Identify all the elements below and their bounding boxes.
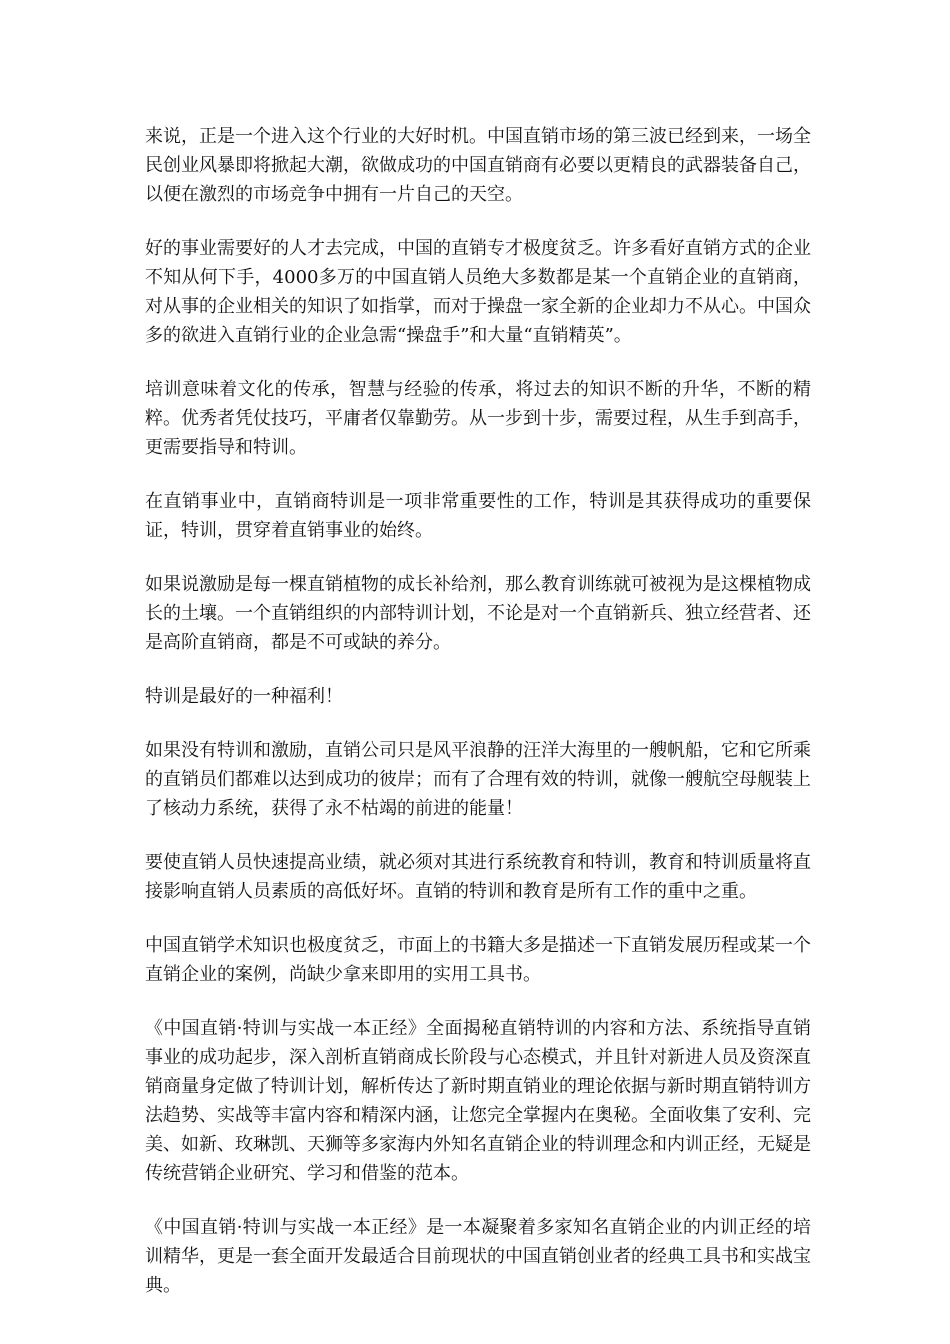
paragraph-7: 如果没有特训和激励，直销公司只是风平浪静的汪洋大海里的一艘帆船，它和它所乘的直销员们都难以达到成功的彼岸；而有了合理有效的特训，就像一艘航空母舰装上了核动力系统，获得了永不枯竭的前进的能量！ bbox=[145, 740, 811, 819]
paragraph-4: 在直销事业中，直销商特训是一项非常重要性的工作，特训是其获得成功的重要保证，特训，贯穿着直销事业的始终。 bbox=[145, 491, 811, 541]
paragraph-6: 特训是最好的一种福利！ bbox=[145, 686, 343, 707]
paragraph-5: 如果说激励是每一棵直销植物的成长补给剂，那么教育训练就可被视为是这棵植物成长的土壤。一个直销组织的内部特训计划，不论是对一个直销新兵、独立经营者、还是高阶直销商，都是不可或缺的养分。 bbox=[145, 574, 811, 653]
paragraph-1: 来说，正是一个进入这个行业的大好时机。中国直销市场的第三波已经到来，一场全民创业风暴即将掀起大潮，欲做成功的中国直销商有必要以更精良的武器装备自己，以便在激烈的市场竞争中拥有一片自己的天空。 bbox=[145, 126, 811, 205]
paragraph-11: 《中国直销·特训与实战一本正经》是一本凝聚着多家知名直销企业的内训正经的培训精华，更是一套全面开发最适合目前现状的中国直销创业者的经典工具书和实战宝典。 bbox=[145, 1217, 811, 1296]
document-body bbox=[145, 122, 811, 1325]
paragraph-9: 中国直销学术知识也极度贫乏，市面上的书籍大多是描述一下直销发展历程或某一个直销企业的案例，尚缺少拿来即用的实用工具书。 bbox=[145, 935, 811, 985]
paragraph-10: 《中国直销·特训与实战一本正经》全面揭秘直销特训的内容和方法、系统指导直销事业的成功起步，深入剖析直销商成长阶段与心态模式，并且针对新进人员及资深直销商量身定做了特训计划，解析传达了新时期直销业的理论依据与新时期直销特训方法趋势、实战等丰富内容和精深内涵，让您完全掌握内在奥秘。全面收集了安利、完美、如新、玫琳凯、天狮等多家海内外知名直销企业的特训理念和内训正经，无疑是传统营销企业研究、学习和借鉴的范本。 bbox=[145, 1018, 811, 1184]
paragraph-3: 培训意味着文化的传承，智慧与经验的传承，将过去的知识不断的升华，不断的精粹。优秀者凭仗技巧，平庸者仅靠勤劳。从一步到十步，需要过程，从生手到高手，更需要指导和特训。 bbox=[145, 379, 811, 458]
paragraph-8: 要使直销人员快速提高业绩，就必须对其进行系统教育和特训，教育和特训质量将直接影响直销人员素质的高低好坏。直销的特训和教育是所有工作的重中之重。 bbox=[145, 852, 811, 902]
paragraph-2: 好的事业需要好的人才去完成，中国的直销专才极度贫乏。许多看好直销方式的企业不知从何下手，4000多万的中国直销人员绝大多数都是某一个直销企业的直销商，对从事的企业相关的知识了如指掌，而对于操盘一家全新的企业却力不从心。中国众多的欲进入直销行业的企业急需“操盘手”和大量“直销精英”。 bbox=[145, 238, 811, 346]
